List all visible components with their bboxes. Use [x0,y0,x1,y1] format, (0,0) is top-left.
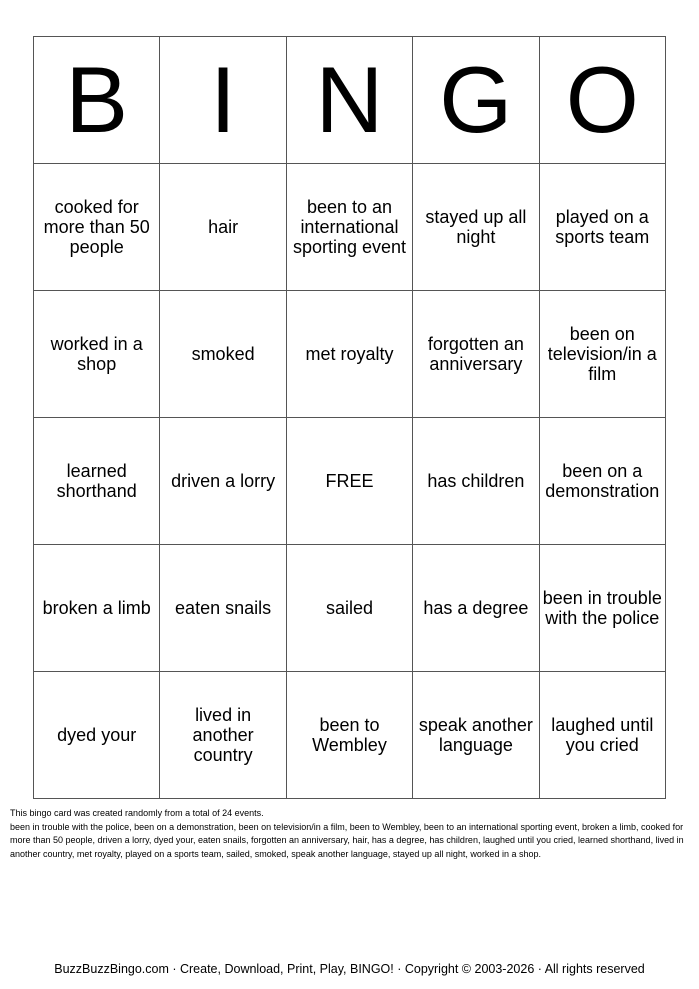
bingo-cell: sailed [286,545,412,672]
bingo-card [33,36,666,799]
bingo-cell: hair [160,164,286,291]
card-info-note [10,807,690,861]
site-footer: BuzzBuzzBingo.com · Create, Download, Print, Play, BINGO! · Copyright © 2003-2026 · All rights reserved [54,962,645,976]
bingo-cell: been on television/in a film [539,291,665,418]
bingo-cell: stayed up all night [413,164,539,291]
bingo-cell: learned shorthand [34,418,160,545]
bingo-header-row [34,37,666,164]
bingo-cell: broken a limb [34,545,160,672]
header-letter-b: B [34,37,160,164]
events-list-text: been in trouble with the police, been on a demonstration, been on television/in a film, been to Wembley, been to an international sporting event, broken a limb, cooked for more than 50 people, driven a lorry, dyed your, eaten snails, forgotten an anniversary, hair, has a degree, has children, laughed until you cried, learned shorthand, lived in another country, met royalty, played on a sports team, sailed, smoked, speak another language, stayed up all night, worked in a shop. [10,821,684,859]
card-summary-text: This bingo card was created randomly from a total of 24 events. [10,808,264,818]
bingo-cell: dyed your [34,672,160,799]
bingo-row [34,291,666,418]
bingo-cell: been to Wembley [286,672,412,799]
bingo-cell: driven a lorry [160,418,286,545]
bingo-cell: has a degree [413,545,539,672]
bingo-cell: smoked [160,291,286,418]
bingo-cell: lived in another country [160,672,286,799]
bingo-cell: been on a demonstration [539,418,665,545]
bingo-cell: forgotten an anniversary [413,291,539,418]
header-letter-o: O [539,37,665,164]
bingo-row [34,164,666,291]
header-letter-g: G [413,37,539,164]
bingo-cell: eaten snails [160,545,286,672]
header-letter-i: I [160,37,286,164]
bingo-cell: met royalty [286,291,412,418]
bingo-cell: speak another language [413,672,539,799]
bingo-row [34,672,666,799]
bingo-cell: been in trouble with the police [539,545,665,672]
bingo-cell: cooked for more than 50 people [34,164,160,291]
bingo-cell: has children [413,418,539,545]
bingo-cell: played on a sports team [539,164,665,291]
bingo-row [34,545,666,672]
bingo-row [34,418,666,545]
bingo-cell: laughed until you cried [539,672,665,799]
bingo-cell: been to an international sporting event [286,164,412,291]
free-space-cell: FREE [286,418,412,545]
bingo-cell: worked in a shop [34,291,160,418]
header-letter-n: N [286,37,412,164]
